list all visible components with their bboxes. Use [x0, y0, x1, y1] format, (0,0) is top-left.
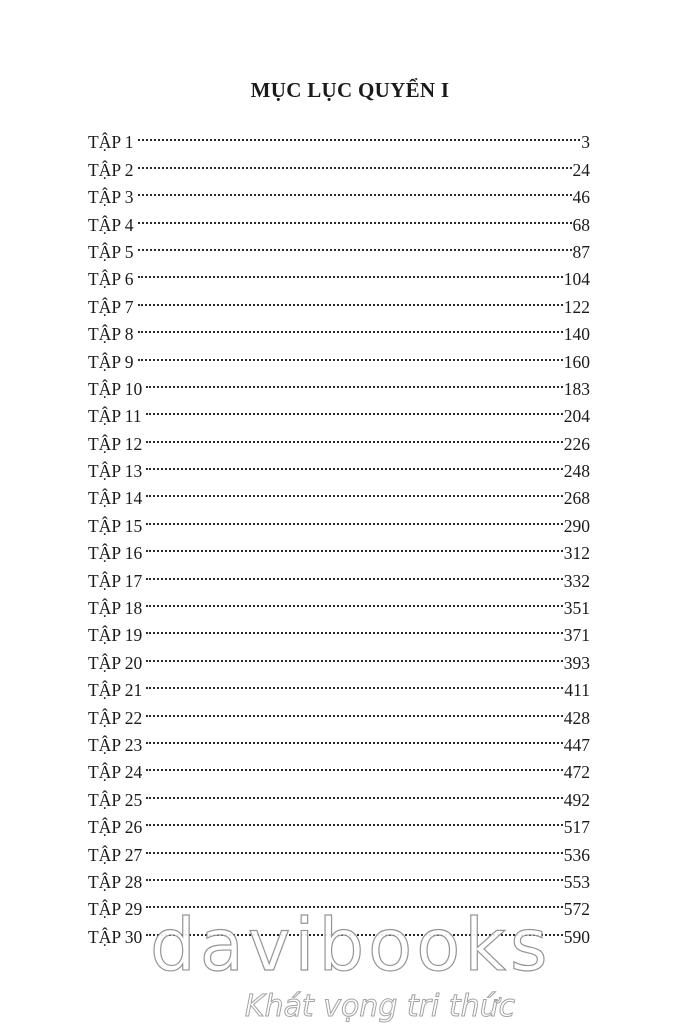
toc-entry — [88, 861, 590, 892]
toc-entry-label: TẬP 27 — [88, 844, 143, 865]
toc-entry — [88, 751, 590, 783]
toc-dot-leader — [138, 258, 563, 285]
toc-entry-label: TẬP 23 — [88, 734, 143, 755]
toc-entry — [88, 340, 590, 372]
toc-entry-label: TẬP 22 — [88, 707, 143, 728]
toc-entry — [88, 285, 590, 317]
toc-entry-label: TẬP 4 — [88, 214, 134, 235]
toc-entry-page-number: 204 — [563, 406, 590, 427]
toc-entry-page-number: 24 — [572, 159, 590, 180]
toc-entry — [88, 888, 590, 920]
toc-entry-label: TẬP 21 — [88, 680, 143, 701]
toc-entry-label: TẬP 18 — [88, 598, 143, 619]
toc-entry — [88, 148, 590, 180]
toc-entry-label: TẬP 15 — [88, 515, 143, 536]
toc-entry — [88, 504, 590, 536]
toc-entry — [88, 532, 590, 564]
toc-entry-label: TẬP 17 — [88, 570, 143, 591]
toc-entry-page-number: 122 — [563, 296, 590, 317]
toc-entry-label: TẬP 26 — [88, 817, 143, 838]
toc-dot-leader — [138, 121, 581, 148]
toc-dot-leader — [146, 669, 563, 696]
toc-entry-page-number: 248 — [563, 461, 590, 482]
toc-entry-page-number: 140 — [563, 324, 590, 345]
toc-entry-label: TẬP 5 — [88, 241, 134, 262]
toc-entry-label: TẬP 13 — [88, 461, 143, 482]
watermark-tagline: Khát vọng tri thức — [244, 989, 516, 1024]
toc-dot-leader — [146, 504, 562, 531]
toc-entry-label: TẬP 30 — [88, 926, 143, 947]
toc-entry — [88, 833, 590, 865]
toc-entry-label: TẬP 9 — [88, 351, 134, 372]
toc-entry-label: TẬP 2 — [88, 159, 134, 180]
toc-entry — [88, 806, 590, 838]
toc-dot-leader — [146, 696, 562, 723]
toc-entry-page-number: 536 — [563, 844, 590, 865]
toc-dot-leader — [146, 724, 562, 751]
toc-entry — [88, 313, 590, 345]
toc-entry-label: TẬP 7 — [88, 296, 134, 317]
toc-entry-label: TẬP 14 — [88, 488, 143, 509]
toc-entry-page-number: 553 — [563, 871, 590, 892]
toc-dot-leader — [138, 340, 563, 367]
page-title: MỤC LỤC QUYỂN I — [250, 78, 450, 102]
toc-entry-page-number: 411 — [564, 680, 590, 701]
toc-dot-leader — [146, 833, 562, 860]
toc-dot-leader — [146, 477, 562, 504]
toc-entry-label: TẬP 8 — [88, 324, 134, 345]
toc-dot-leader — [146, 587, 562, 614]
toc-entry-page-number: 46 — [572, 187, 590, 208]
toc-entry-label: TẬP 29 — [88, 899, 143, 920]
toc-entry — [88, 121, 590, 153]
toc-dot-leader — [146, 861, 562, 888]
toc-entry-page-number: 332 — [563, 570, 590, 591]
toc-entry-page-number: 572 — [563, 899, 590, 920]
toc-dot-leader — [146, 806, 562, 833]
toc-entry-label: TẬP 16 — [88, 543, 143, 564]
toc-entry-page-number: 393 — [563, 652, 590, 673]
toc-entry-label: TẬP 11 — [88, 406, 142, 427]
toc-entry — [88, 368, 590, 399]
toc-entry — [88, 614, 590, 646]
toc-entry — [88, 587, 590, 619]
toc-entry — [88, 450, 590, 482]
toc-entry-page-number: 290 — [563, 515, 590, 536]
toc-dot-leader — [146, 751, 562, 778]
toc-entry-label: TẬP 28 — [88, 871, 143, 892]
toc-entry — [88, 559, 590, 591]
toc-entry-page-number: 312 — [563, 543, 590, 564]
toc-dot-leader — [138, 176, 572, 203]
toc-entry-page-number: 183 — [563, 378, 590, 399]
toc-entry — [88, 395, 590, 427]
toc-dot-leader — [146, 778, 562, 805]
toc-entry — [88, 778, 590, 810]
toc-entry — [88, 696, 590, 728]
toc-entry-label: TẬP 25 — [88, 789, 143, 810]
toc-dot-leader — [146, 450, 562, 477]
toc-entry-page-number: 351 — [563, 598, 590, 619]
toc-dot-leader — [146, 422, 562, 449]
toc-entry — [88, 669, 590, 701]
toc-entry-page-number: 492 — [563, 789, 590, 810]
toc-entry-label: TẬP 1 — [88, 132, 134, 153]
toc-dot-leader — [146, 888, 562, 915]
toc-entry — [88, 258, 590, 290]
toc-entry-page-number: 447 — [563, 734, 590, 755]
toc-dot-leader — [146, 368, 562, 395]
toc-entry-page-number: 160 — [563, 351, 590, 372]
toc-dot-leader — [138, 285, 563, 312]
toc-entry — [88, 477, 590, 509]
toc-entry-label: TẬP 10 — [88, 378, 143, 399]
toc-entry-page-number: 371 — [563, 625, 590, 646]
toc-dot-leader — [146, 395, 563, 422]
toc-entry-page-number: 104 — [563, 269, 590, 290]
toc-entry-page-number: 3 — [581, 132, 590, 153]
toc-entry-label: TẬP 3 — [88, 187, 134, 208]
toc-entry — [88, 176, 590, 208]
toc-dot-leader — [138, 313, 563, 340]
toc-entry-page-number: 87 — [572, 241, 590, 262]
toc-entry — [88, 203, 590, 235]
toc-dot-leader — [146, 915, 562, 942]
toc-entry-page-number: 226 — [563, 433, 590, 454]
toc-entry — [88, 422, 590, 454]
toc-entry-page-number: 590 — [563, 926, 590, 947]
toc-dot-leader — [146, 559, 562, 586]
toc-dot-leader — [146, 614, 562, 641]
toc-dot-leader — [138, 231, 572, 258]
toc-entry-page-number: 268 — [563, 488, 590, 509]
toc-entry-label: TẬP 12 — [88, 433, 143, 454]
toc-dot-leader — [146, 641, 562, 668]
toc-entry-page-number: 472 — [563, 762, 590, 783]
toc-entry-label: TẬP 20 — [88, 652, 143, 673]
toc-entry — [88, 724, 590, 755]
toc-entry-page-number: 428 — [563, 707, 590, 728]
toc-dot-leader — [146, 532, 562, 559]
toc-entry — [88, 231, 590, 262]
toc-entry-label: TẬP 24 — [88, 762, 143, 783]
watermark-brand: davibooks — [150, 903, 552, 987]
toc-entry-label: TẬP 6 — [88, 269, 134, 290]
toc-entry-page-number: 68 — [572, 214, 590, 235]
toc-entry-page-number: 517 — [563, 817, 590, 838]
toc-dot-leader — [138, 203, 572, 230]
toc-entry — [88, 641, 590, 673]
toc-entry — [88, 915, 590, 947]
toc-entry-label: TẬP 19 — [88, 625, 143, 646]
toc-dot-leader — [138, 148, 572, 175]
